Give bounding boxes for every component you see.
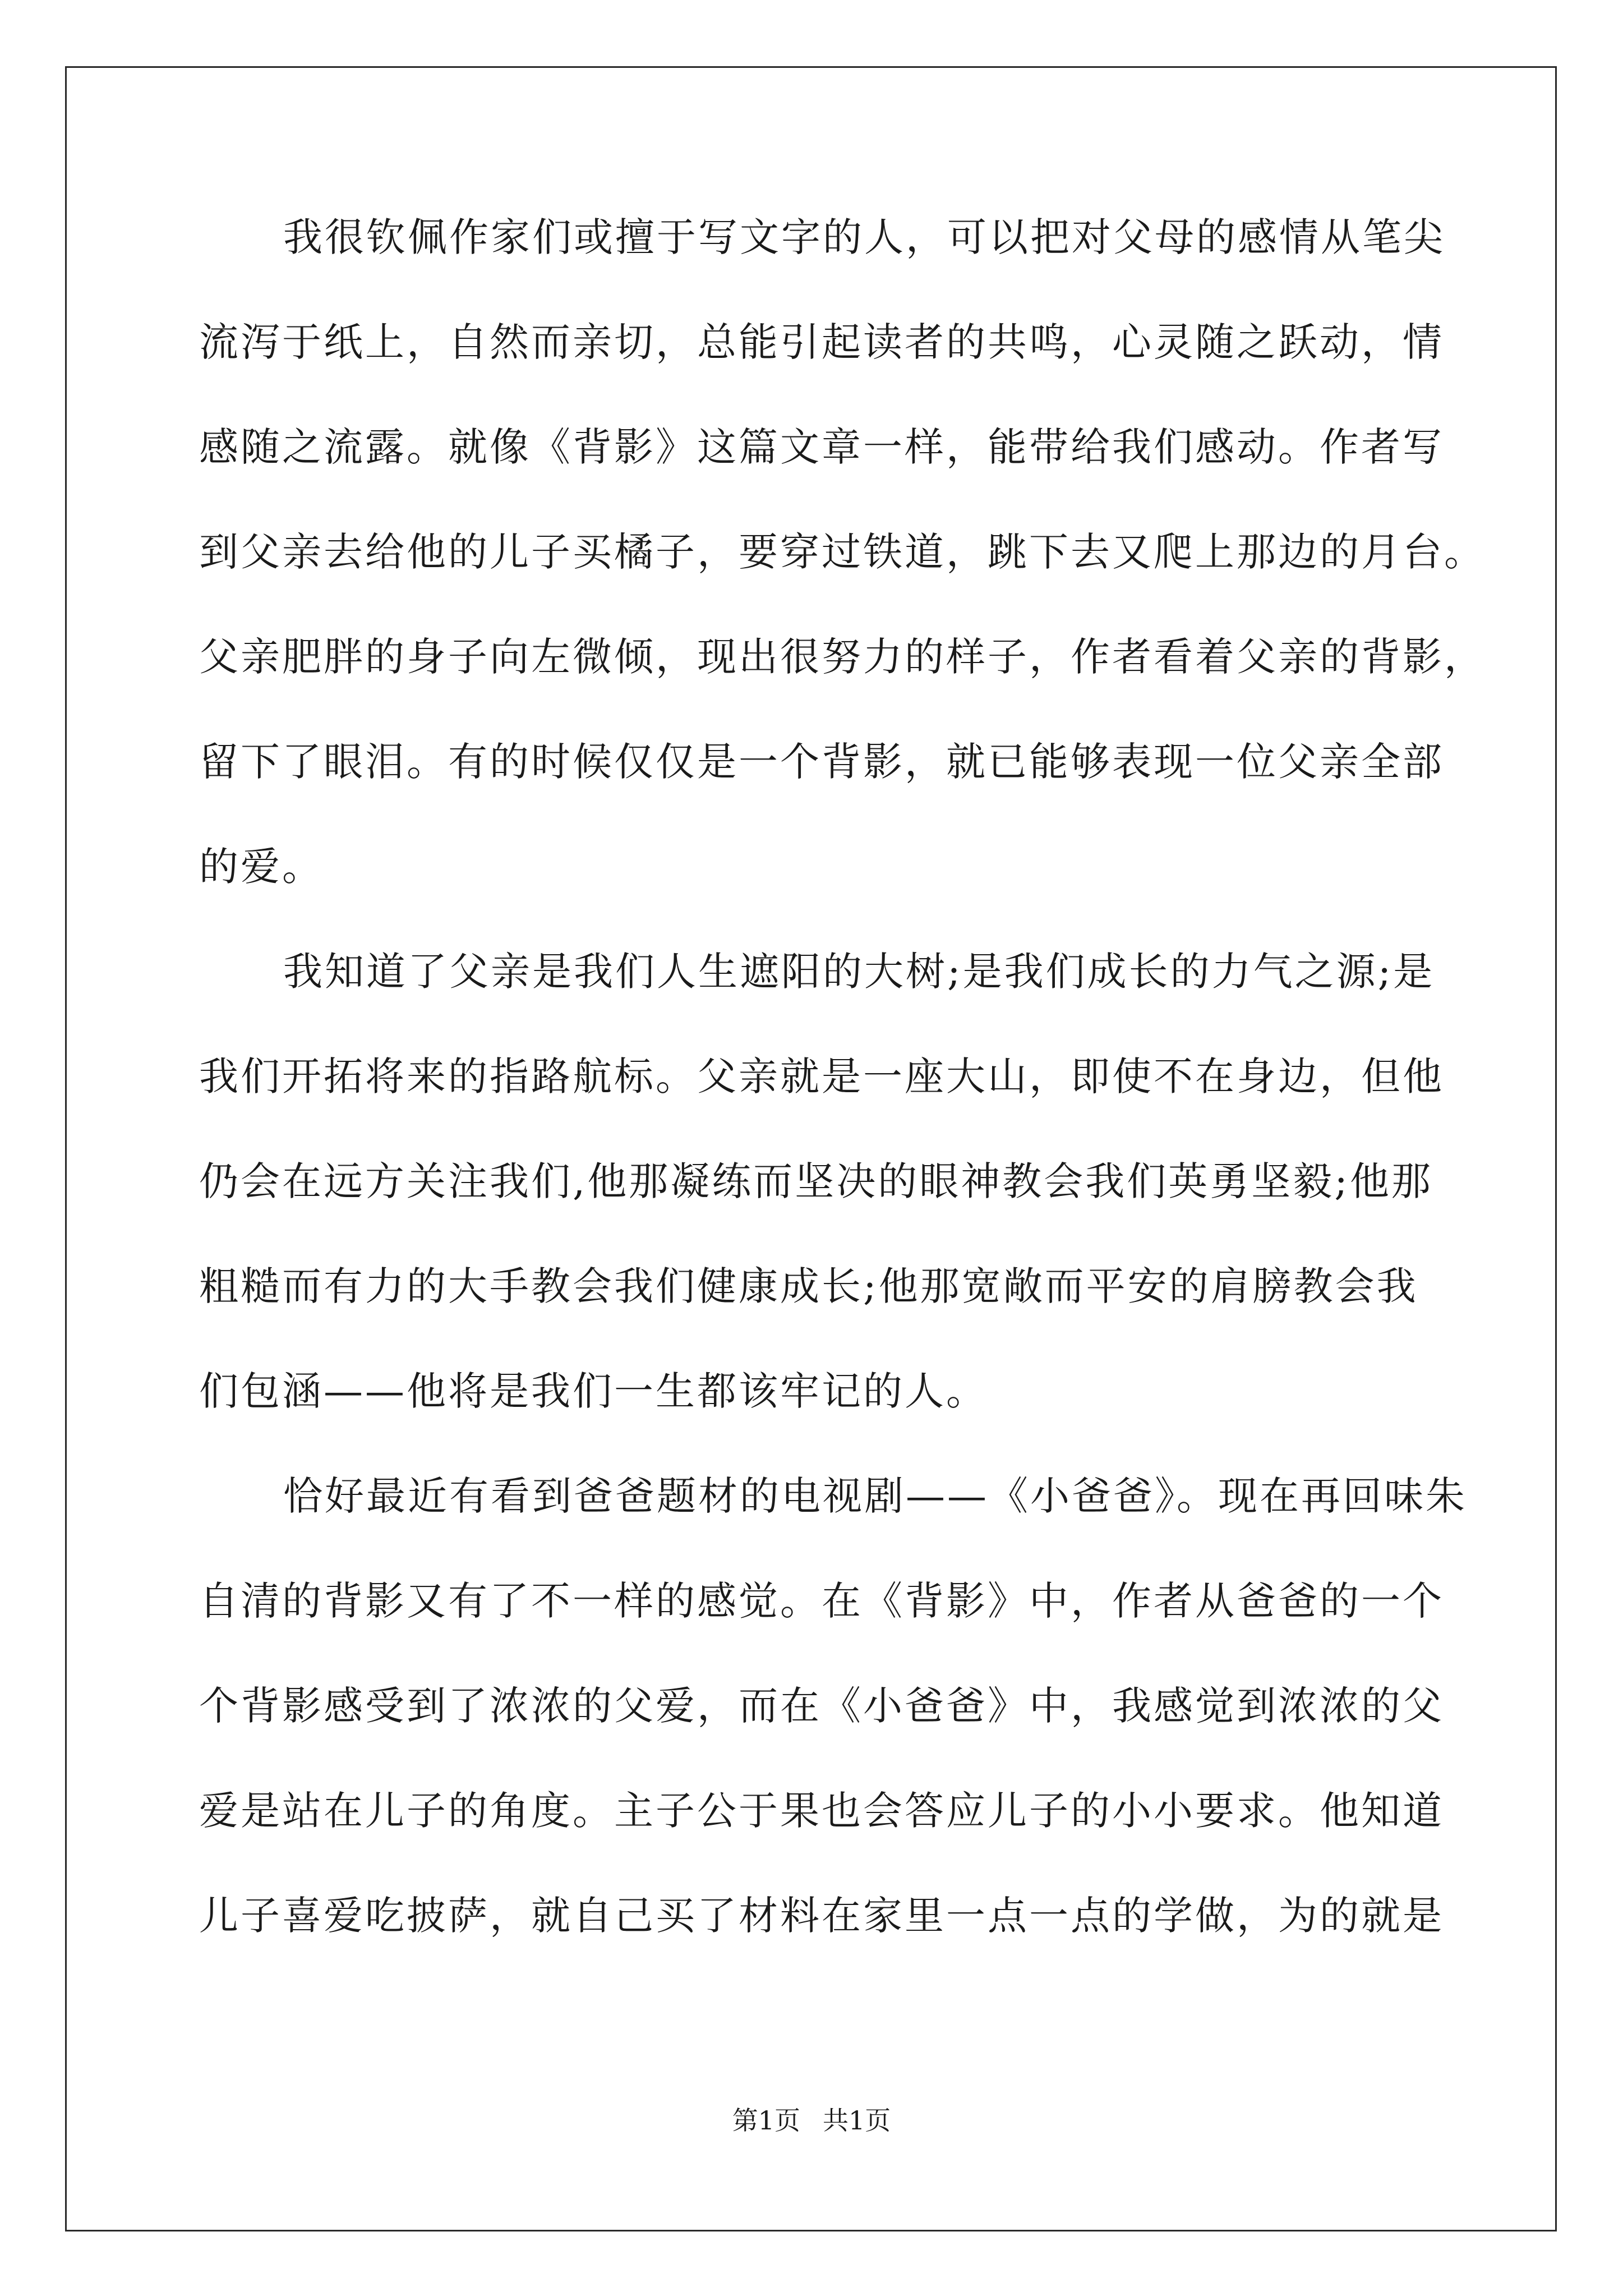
text-line: 爱是站在儿子的角度。主子公于果也会答应儿子的小小要求。他知道 [199,1788,1444,1834]
text-line: 我知道了父亲是我们人生遮阳的大树;是我们成长的力气之源;是 [283,949,1435,995]
text-line: 留下了眼泪。有的时候仅仅是一个背影，就已能够表现一位父亲全部 [199,739,1444,785]
text-line: 父亲肥胖的身子向左微倾，现出很努力的样子，作者看着父亲的背影， [199,634,1486,680]
text-line: 的爱。 [199,844,324,890]
document-body [199,214,1486,2001]
text-line: 个背影感受到了浓浓的父爱，而在《小爸爸》中，我感觉到浓浓的父 [199,1683,1444,1729]
page-total: 共1页 [823,2105,891,2136]
text-line: 我们开拓将来的指路航标。父亲就是一座大山，即使不在身边，但他 [199,1053,1444,1099]
text-line: 儿子喜爱吃披萨，就自己买了材料在家里一点一点的学做，为的就是 [199,1893,1444,1939]
text-line: 仍会在远方关注我们,他那凝练而坚决的眼神教会我们英勇坚毅;他那 [199,1158,1433,1204]
page-footer [0,2106,1623,2134]
text-line: 们包涵——他将是我们一生都该牢记的人。 [199,1368,988,1414]
text-line: 我很钦佩作家们或擅于写文字的人，可以把对父母的感情从笔尖 [283,214,1445,260]
page-number: 第1页 [732,2105,800,2136]
text-line: 恰好最近有看到爸爸题材的电视剧——《小爸爸》。现在再回味朱 [283,1473,1467,1519]
text-line: 自清的背影又有了不一样的感觉。在《背影》中，作者从爸爸的一个 [199,1578,1444,1624]
text-line: 流泻于纸上，自然而亲切，总能引起读者的共鸣，心灵随之跃动，情 [199,319,1444,365]
text-line: 粗糙而有力的大手教会我们健康成长;他那宽敞而平安的肩膀教会我 [199,1263,1418,1309]
text-line: 到父亲去给他的儿子买橘子，要穿过铁道，跳下去又爬上那边的月台。 [199,529,1486,575]
text-line: 感随之流露。就像《背影》这篇文章一样，能带给我们感动。作者写 [199,424,1444,470]
